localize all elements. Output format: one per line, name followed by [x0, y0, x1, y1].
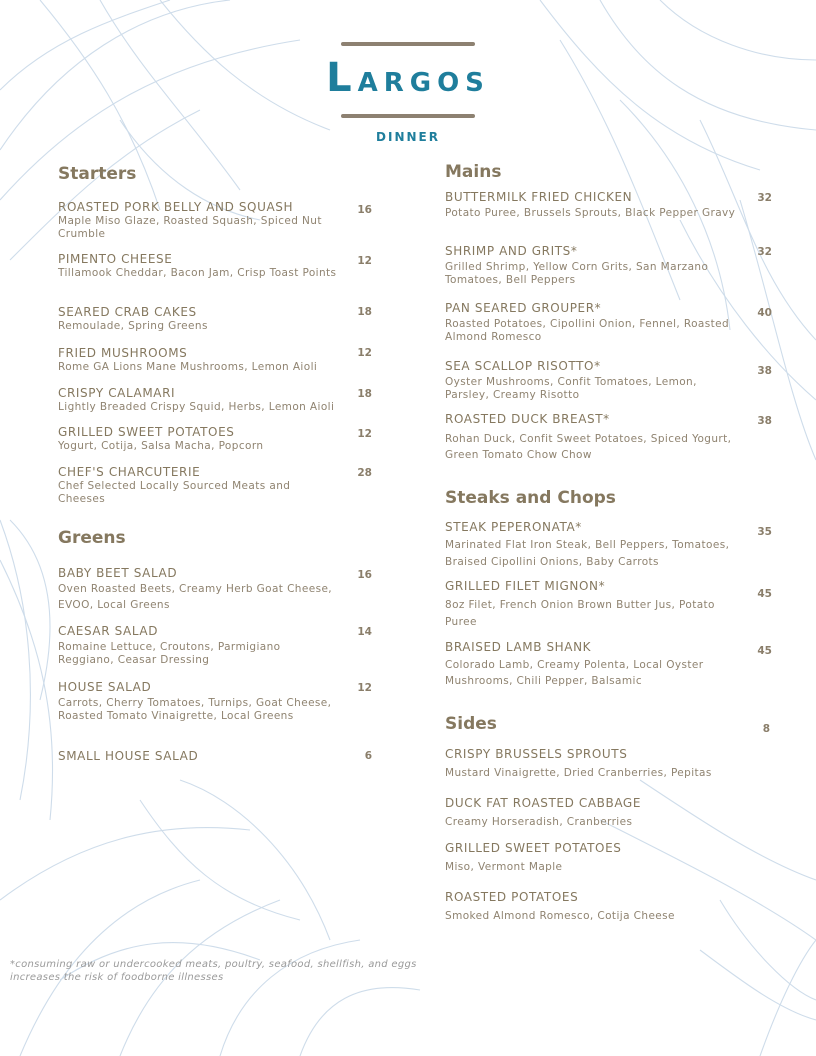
item-price: 6	[364, 750, 372, 762]
menu-item	[445, 244, 740, 287]
item-description: Remoulade, Spring Greens	[58, 320, 208, 332]
item-name: GRILLED SWEET POTATOES	[58, 425, 235, 439]
menu-item	[58, 680, 358, 723]
menu-item	[58, 252, 358, 280]
menu-subtitle: DINNER	[376, 130, 440, 144]
menu-item	[445, 747, 745, 780]
food-safety-footnote: *consuming raw or undercooked meats, poultry, seafood, shellfish, and eggs increases the risk of foodborne illnesses	[10, 959, 417, 983]
section-title-steaks: Steaks and Chops	[445, 488, 616, 508]
menu-item	[58, 425, 358, 453]
item-price: 18	[357, 306, 372, 318]
item-description: Roasted Potatoes, Cipollini Onion, Fennel, Roasted Almond Romesco	[445, 318, 730, 343]
item-name: DUCK FAT ROASTED CABBAGE	[445, 796, 642, 810]
section-title-mains: Mains	[445, 162, 502, 182]
item-name: ROASTED DUCK BREAST*	[445, 412, 610, 426]
menu-item	[445, 890, 745, 923]
brand-rest: ARGOS	[357, 68, 490, 98]
item-name: HOUSE SALAD	[58, 680, 152, 694]
item-name: STEAK PEPERONATA*	[445, 520, 582, 534]
item-description: Rome GA Lions Mane Mushrooms, Lemon Aioli	[58, 361, 318, 373]
item-description: Tillamook Cheddar, Bacon Jam, Crisp Toast Points	[58, 267, 337, 279]
menu-item	[58, 749, 338, 764]
item-description: Romaine Lettuce, Croutons, Parmigiano Reggiano, Ceasar Dressing	[58, 641, 281, 666]
menu-item	[58, 386, 358, 414]
item-name: FRIED MUSHROOMS	[58, 346, 188, 360]
item-description: Carrots, Cherry Tomatoes, Turnips, Goat Cheese, Roasted Tomato Vinaigrette, Local Greens	[58, 697, 332, 722]
item-name: PAN SEARED GROUPER*	[445, 301, 602, 315]
menu-item	[58, 346, 358, 374]
item-price: 38	[757, 365, 772, 377]
item-name: CAESAR SALAD	[58, 624, 159, 638]
item-price: 28	[357, 467, 372, 479]
item-name: CRISPY BRUSSELS SPROUTS	[445, 747, 628, 761]
item-name: GRILLED SWEET POTATOES	[445, 841, 622, 855]
item-price: 45	[757, 645, 772, 657]
item-name: CHEF'S CHARCUTERIE	[58, 465, 201, 479]
item-price: 16	[357, 569, 372, 581]
item-description: Oven Roasted Beets, Creamy Herb Goat Cheese, EVOO, Local Greens	[58, 583, 333, 611]
item-name: GRILLED FILET MIGNON*	[445, 579, 606, 593]
menu-item	[445, 301, 740, 344]
menu-item	[445, 520, 755, 571]
menu-item	[445, 412, 740, 463]
item-name: SEA SCALLOP RISOTTO*	[445, 359, 601, 373]
item-name: SEARED CRAB CAKES	[58, 305, 197, 319]
item-description: Colorado Lamb, Creamy Polenta, Local Oyster Mushrooms, Chili Pepper, Balsamic	[445, 659, 704, 687]
item-description: Grilled Shrimp, Yellow Corn Grits, San Marzano Tomatoes, Bell Peppers	[445, 261, 709, 286]
item-price: 12	[357, 347, 372, 359]
sides-price: 8	[762, 723, 770, 735]
item-name: BABY BEET SALAD	[58, 566, 178, 580]
brand-initial: L	[326, 55, 358, 101]
section-title-sides: Sides	[445, 714, 497, 734]
item-name: ROASTED POTATOES	[445, 890, 579, 904]
item-description: Yogurt, Cotija, Salsa Macha, Popcorn	[58, 440, 264, 452]
menu-item	[445, 841, 745, 874]
item-price: 35	[757, 526, 772, 538]
item-description: Miso, Vermont Maple	[445, 861, 563, 873]
item-price: 38	[757, 415, 772, 427]
item-price: 12	[357, 428, 372, 440]
item-price: 32	[757, 246, 772, 258]
item-price: 32	[757, 192, 772, 204]
item-description: Chef Selected Locally Sourced Meats and Cheeses	[58, 480, 291, 505]
item-price: 12	[357, 255, 372, 267]
item-price: 18	[357, 388, 372, 400]
item-price: 40	[757, 307, 772, 319]
item-description: Marinated Flat Iron Steak, Bell Peppers, Tomatoes, Braised Cipollini Onions, Baby Carrots	[445, 539, 730, 568]
menu-item	[58, 465, 328, 506]
menu-item	[445, 190, 740, 220]
menu-item	[445, 796, 745, 829]
item-name: BUTTERMILK FRIED CHICKEN	[445, 190, 633, 204]
item-name: SMALL HOUSE SALAD	[58, 749, 199, 763]
item-price: 14	[357, 626, 372, 638]
item-name: BRAISED LAMB SHANK	[445, 640, 592, 654]
item-name: SHRIMP AND GRITS*	[445, 244, 578, 258]
item-description: Oyster Mushrooms, Confit Tomatoes, Lemon, Parsley, Creamy Risotto	[445, 376, 697, 401]
menu-item	[58, 305, 358, 333]
item-price: 45	[757, 588, 772, 600]
item-description: Maple Miso Glaze, Roasted Squash, Spiced Nut Crumble	[58, 215, 322, 240]
menu-item	[58, 200, 358, 241]
item-name: PIMENTO CHEESE	[58, 252, 173, 266]
item-description: Smoked Almond Romesco, Cotija Cheese	[445, 910, 675, 922]
item-description: Creamy Horseradish, Cranberries	[445, 816, 633, 828]
item-price: 12	[357, 682, 372, 694]
menu-item	[58, 566, 358, 613]
item-name: ROASTED PORK BELLY AND SQUASH	[58, 200, 294, 214]
item-description: Potato Puree, Brussels Sprouts, Black Pepper Gravy	[445, 207, 736, 219]
menu-item	[445, 359, 740, 402]
menu-item	[58, 624, 338, 667]
restaurant-name	[0, 55, 816, 103]
item-name: CRISPY CALAMARI	[58, 386, 176, 400]
item-description: Mustard Vinaigrette, Dried Cranberries, Pepitas	[445, 767, 712, 779]
section-title-greens: Greens	[58, 528, 126, 548]
header-rule-bottom	[341, 114, 475, 118]
header-rule-top	[341, 42, 475, 46]
item-price: 16	[357, 204, 372, 216]
menu-item	[445, 579, 745, 631]
item-description: 8oz Filet, French Onion Brown Butter Jus, Potato Puree	[445, 599, 715, 628]
section-title-starters: Starters	[58, 164, 137, 184]
menu-item	[445, 640, 740, 689]
item-description: Rohan Duck, Confit Sweet Potatoes, Spiced Yogurt, Green Tomato Chow Chow	[445, 433, 732, 461]
item-description: Lightly Breaded Crispy Squid, Herbs, Lemon Aioli	[58, 401, 335, 413]
